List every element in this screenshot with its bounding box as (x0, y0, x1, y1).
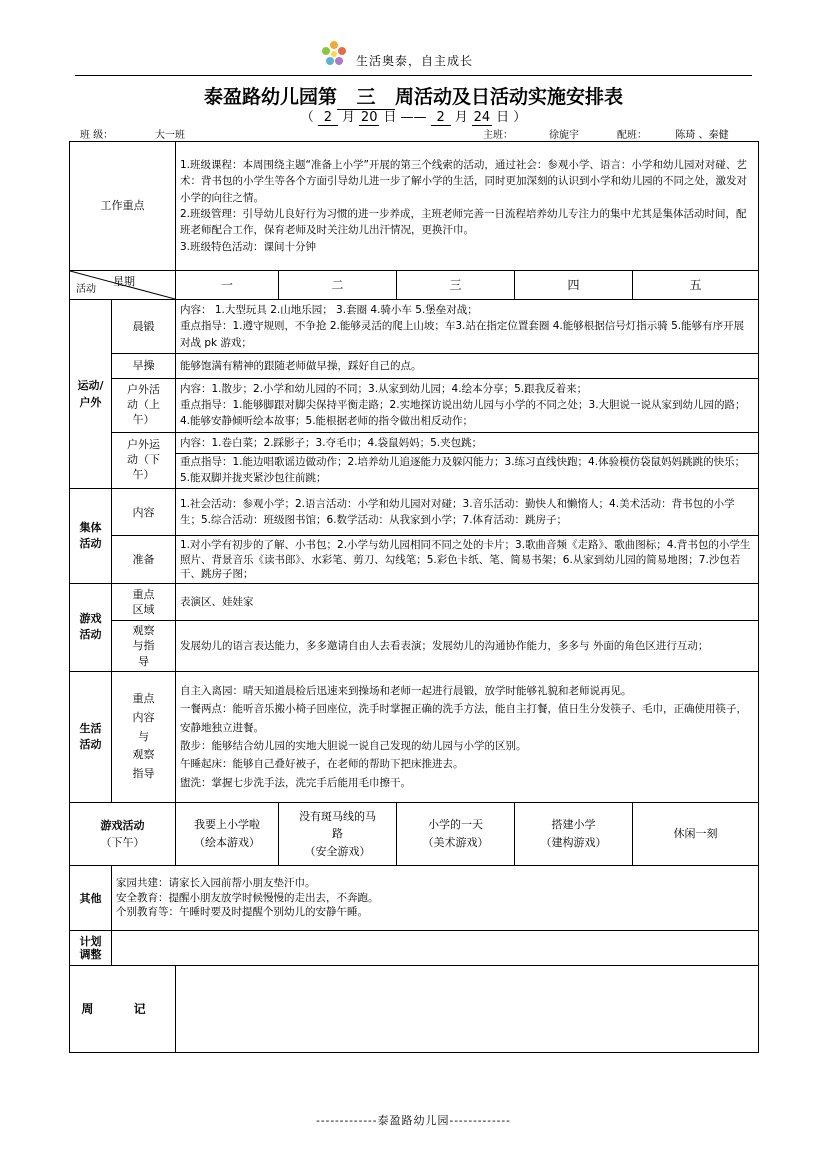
other-label: 其他 (70, 866, 112, 931)
work-focus-line: 1.班级课程：本周围绕主题“准备上小学”开展的第三个线索的活动，通过社会：参观小学、语言：小学和幼儿园对对碰、艺术：背书包的小学生等各个方面引导幼儿进一步了解小学的生活，同时更加深刻的认识到小学和幼儿园的不同之处，激发对小学的向往之情。 (180, 159, 747, 204)
weekly-notes-row (70, 966, 759, 1053)
life-sub-label-line: 观察 (132, 748, 155, 762)
pm-game-wed (397, 803, 515, 866)
day-label-2: 日 (496, 110, 510, 125)
month-label-2: 月 (454, 110, 468, 125)
adjust-label (70, 931, 112, 966)
lead-teacher-label: 主班： (483, 130, 513, 141)
life-category-text: 生活活动 (79, 721, 102, 752)
title-prefix: 泰盈路幼儿园第 (203, 86, 337, 108)
game-area-row (70, 583, 759, 620)
game-observe-label-text: 观察与指导 (132, 623, 155, 668)
morning-focus: 重点指导：1.遵守规则，不争抢 2.能够灵活的爬上山坡；车3.站在指定位置套圈 4.能够根据信号灯指示骑 5.能够有序开展对战 pk 游戏； (180, 320, 745, 349)
class-value-text: 大一班 (155, 130, 185, 141)
other-row (70, 866, 759, 931)
pm-games-label-text: 游戏活动 (100, 819, 145, 833)
pm-game-name: 小学的一天 (428, 818, 483, 832)
date-open: （ (300, 110, 314, 125)
pm-game-thu (515, 803, 633, 866)
assist-teacher-value (653, 126, 751, 142)
weekly-notes-content[interactable] (176, 966, 759, 1053)
pm-games-row (70, 803, 759, 866)
exercise-label: 早操 (112, 353, 176, 378)
life-item: 一餐两点：能听音乐搬小椅子回座位，洗手时掌握正确的洗手方法，能自主打餐，值日生分发筷子、毛巾，正确使用筷子，安静地独立进餐。 (180, 703, 747, 734)
game-category-text: 游戏活动 (79, 611, 102, 642)
end-month: 2 (431, 110, 451, 126)
kindergarten-logo-icon (320, 40, 348, 68)
title-suffix: 周活动及日活动实施安排表 (395, 86, 624, 108)
game-area: 表演区、娃娃家 (176, 583, 759, 620)
work-focus-content (176, 142, 759, 271)
group-category-label (70, 489, 112, 584)
corner-weekday-label: 星期 (113, 275, 135, 288)
end-day: 24 (473, 110, 491, 125)
week-number: 三 (337, 82, 395, 110)
other-line: 安全教育：提醒小朋友放学时候慢慢的走出去，不奔跑。 (116, 891, 379, 904)
life-sub-label-line: 重点 (132, 692, 155, 706)
pm-game-type: （美术游戏） (422, 836, 489, 850)
adjust-content[interactable] (112, 931, 759, 966)
day-thu: 四 (515, 271, 633, 300)
pm-game-type: （安全游戏） (304, 844, 371, 858)
weekly-plan-table (69, 141, 759, 1053)
game-area-label (112, 583, 176, 620)
other-line: 个别教育等：午睡时要及时提醒个别幼儿的安静午睡。 (116, 906, 368, 919)
day-tue: 二 (279, 271, 397, 300)
life-sub-label (112, 672, 176, 803)
month-label-1: 月 (342, 110, 356, 125)
assist-teacher-text: 陈琦 、秦健 (675, 130, 729, 141)
outdoor-am-row (70, 378, 759, 432)
group-prep: 1.对小学有初步的了解、小书包；2.小学与幼儿园相同不同之处的卡片；3.歌曲音频《走路》、歌曲图标；4.背书包的小学生照片、背景音乐《读书郎》、水彩笔、剪刀、勾线笔；5.彩色卡纸、笔、简易书架；6.从家到幼儿园的简易地图；7.沙包若干、跳房子图； (176, 536, 759, 584)
pm-game-fri (633, 803, 759, 866)
sports-category-label: 运动/户外 (70, 300, 112, 489)
morning-content-cell (176, 300, 759, 354)
outdoor-pm-label (112, 432, 176, 489)
life-content (176, 672, 759, 803)
adjust-row (70, 931, 759, 966)
life-category-label (70, 672, 112, 803)
date-close: ） (513, 110, 527, 125)
start-day: 20 (360, 110, 378, 125)
group-content-label: 内容 (112, 489, 176, 536)
date-dash: —— (400, 110, 427, 125)
outdoor-am-label-text: 户外活动（上午） (127, 382, 160, 426)
exercise-row (70, 353, 759, 378)
weekday-header-row (70, 271, 759, 300)
pm-game-type: （绘本游戏） (194, 836, 260, 850)
other-line: 家园共建：请家长入园前帮小朋友垫汗巾。 (116, 877, 316, 890)
work-focus-label: 工作重点 (70, 142, 176, 271)
weekly-notes-label: 周 记 (70, 966, 176, 1053)
pm-game-name: 没有斑马线的马路 (299, 809, 376, 841)
life-sub-label-line: 指导 (132, 767, 155, 781)
outdoor-pm-focus: 重点指导：1.能边唱歌谣边做动作；2.培养幼儿追逐能力及躲闪能力；3.练习直线快跑；4.体验模仿袋鼠妈妈跳跳的快乐；5.能双脚并拢夹紧沙包往前跳； (176, 453, 758, 487)
life-item: 盥洗：掌握七步洗手法，洗完手后能用毛巾擦干。 (180, 776, 411, 789)
group-category-text: 集体活动 (79, 520, 102, 551)
outdoor-am-focus: 重点指导：1.能够脚跟对脚尖保持平衡走路；2.实地探访说出幼儿园与小学的不同之处；3.大胆说一说从家到幼儿园的路；4.能够安静倾听绘本故事；5.能根据老师的指令做出相反动作； (180, 399, 746, 428)
life-sub-label-line: 与 (138, 729, 149, 743)
other-content (112, 866, 759, 931)
exercise-content: 能够饱满有精神的跟随老师做早操，踩好自己的点。 (176, 353, 759, 378)
group-prep-row (70, 536, 759, 584)
outdoor-pm-label-text: 户外运动（下午） (127, 438, 160, 481)
group-prep-label: 准备 (112, 536, 176, 584)
date-range (0, 106, 827, 126)
morning-label: 晨锻 (112, 300, 176, 354)
group-content-row (70, 489, 759, 536)
pm-game-mon (176, 803, 279, 866)
outdoor-am-label (112, 378, 176, 432)
assist-teacher-label: 配班： (617, 130, 647, 141)
pm-game-tue (279, 803, 397, 866)
start-month: 2 (318, 110, 338, 126)
work-focus-line: 3.班级特色活动：课间十分钟 (180, 240, 317, 253)
life-sub-label-line: 内容 (132, 711, 155, 725)
weekday-corner-cell (70, 271, 176, 300)
game-observe: 发展幼儿的语言表达能力，多多邀请自由人去看表演；发展幼儿的沟通协作能力，多多与 外面的角色区进行互动； (176, 620, 759, 671)
life-item: 自主入离园：晴天知道晨检后迅速来到操场和老师一起进行晨锻，放学时能够礼貌和老师说再见。 (180, 684, 632, 697)
day-mon: 一 (176, 271, 279, 300)
life-item: 午睡起床：能够自己叠好被子，在老师的帮助下把床推进去。 (180, 758, 464, 771)
pm-games-sublabel: （下午） (100, 836, 145, 850)
day-fri: 五 (633, 271, 759, 300)
header-slogan: 生活奥泰，自主成长 (356, 54, 474, 68)
pm-game-type: （建构游戏） (540, 836, 607, 850)
pm-game-name: 休闲一刻 (673, 827, 718, 841)
class-label: 班 级： (80, 130, 114, 141)
pm-game-name: 我要上小学啦 (194, 818, 260, 832)
morning-exercise-row (70, 300, 759, 354)
life-row (70, 672, 759, 803)
lead-teacher-text: 徐旎宇 (549, 130, 579, 141)
game-category-label (70, 583, 112, 671)
game-observe-row (70, 620, 759, 671)
corner-activity-label: 活动 (76, 283, 96, 295)
outdoor-am-content: 内容：1.散步；2.小学和幼儿园的不同；3.从家到幼儿园；4.绘本分享；5.跟我反着来； (180, 382, 588, 395)
adjust-label-text: 计划调整 (79, 934, 102, 962)
outdoor-pm-row (70, 432, 759, 489)
lead-teacher-value (519, 126, 609, 142)
morning-content: 内容： 1.大型玩具 2.山地乐园； 3.套圈 4.骑小车 5.堡垒对战； (180, 304, 478, 316)
work-focus-row (70, 142, 759, 271)
page-footer: -------------泰盈路幼儿园------------- (316, 1114, 511, 1127)
game-area-label-text: 重点区域 (132, 587, 155, 616)
game-observe-label (112, 620, 176, 671)
day-label-1: 日 (383, 110, 397, 125)
day-wed: 三 (397, 271, 515, 300)
outdoor-pm-content: 内容：1.卷白菜；2.踩影子；3.夺毛巾；4.袋鼠妈妈；5.夹包跳； (180, 436, 483, 449)
outdoor-pm-cell (176, 432, 759, 489)
group-content: 1.社会活动：参观小学；2.语言活动：小学和幼儿园对对碰；3.音乐活动：勤快人和懒惰人；4.美术活动：背书包的小学生；5.综合活动：班级图书馆；6.数学活动：从我家到小学；7.体育活动：跳房子； (176, 489, 759, 536)
class-info (75, 126, 755, 142)
class-value (120, 126, 220, 142)
pm-games-label (70, 803, 176, 866)
work-focus-line: 2.班级管理：引导幼儿良好行为习惯的进一步养成，主班老师完善一日流程培养幼儿专注力的集中尤其是集体活动时间，配班老师配合工作，保育老师及时关注幼儿出汗情况，更换汗巾。 (180, 208, 747, 237)
header-rule (75, 75, 752, 76)
pm-game-name: 搭建小学 (551, 818, 596, 832)
outdoor-am-cell (176, 378, 759, 432)
life-item: 散步：能够结合幼儿园的实地大胆说一说自己发现的幼儿园与小学的区别。 (180, 740, 527, 753)
